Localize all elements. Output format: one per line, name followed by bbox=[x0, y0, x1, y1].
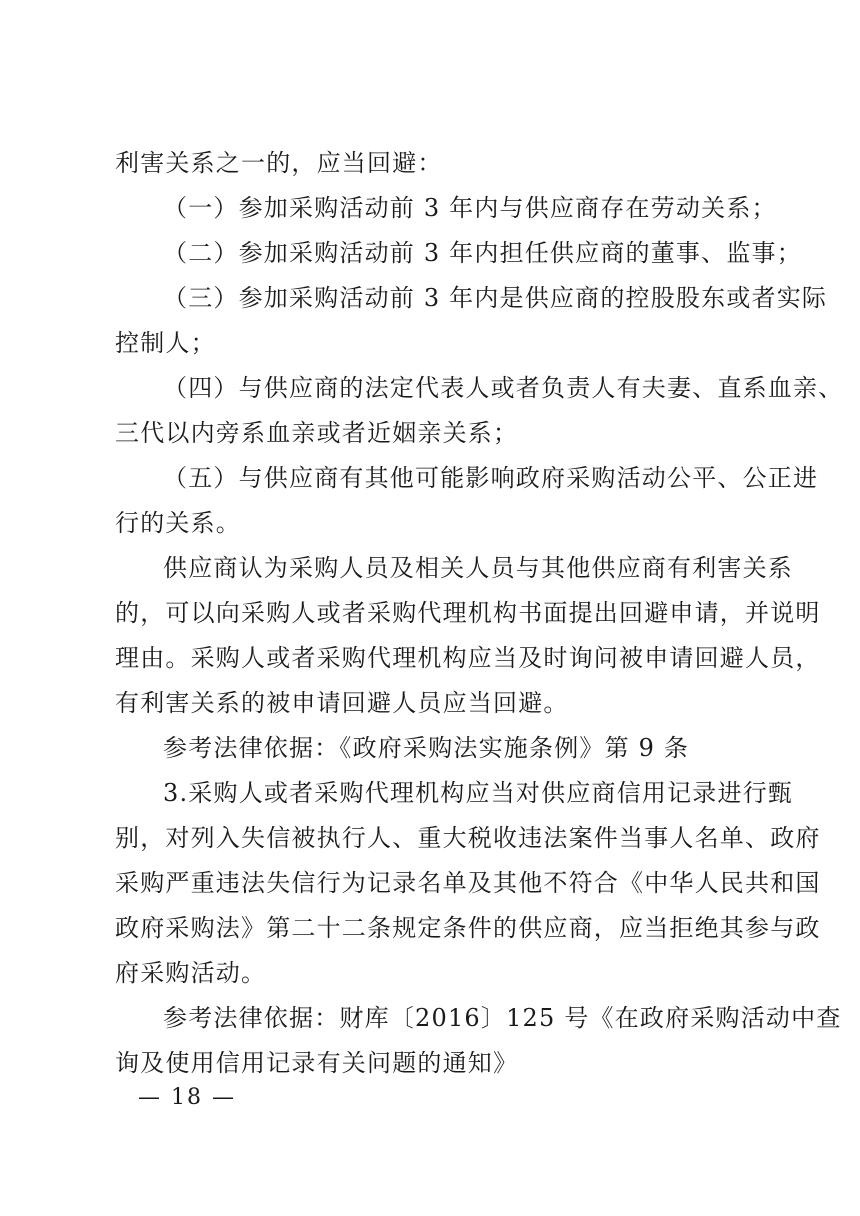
text-line-18: 政府采购法》第二十二条规定条件的供应商，应当拒绝其参与政 bbox=[115, 914, 821, 942]
page-number: — 18 — bbox=[138, 1085, 236, 1110]
text-line-8: （五）与供应商有其他可能影响政府采购活动公平、公正进 bbox=[163, 464, 819, 492]
text-line-12: 理由。采购人或者采购代理机构应当及时询问被申请回避人员， bbox=[115, 644, 821, 672]
text-line-19: 府采购活动。 bbox=[115, 959, 267, 987]
text-line-21: 询及使用信用记录有关问题的通知》 bbox=[115, 1049, 519, 1077]
text-line-11: 的，可以向采购人或者采购代理机构书面提出回避申请，并说明 bbox=[115, 599, 821, 627]
text-line-6: （四）与供应商的法定代表人或者负责人有夫妻、直系血亲、 bbox=[163, 374, 844, 402]
text-line-4: （三）参加采购活动前 3 年内是供应商的控股股东或者实际 bbox=[163, 284, 828, 312]
text-line-13: 有利害关系的被申请回避人员应当回避。 bbox=[115, 689, 569, 717]
text-line-7: 三代以内旁系血亲或者近姻亲关系； bbox=[115, 419, 519, 447]
text-line-9: 行的关系。 bbox=[115, 509, 241, 537]
text-line-17: 采购严重违法失信行为记录名单及其他不符合《中华人民共和国 bbox=[115, 869, 821, 897]
text-line-20: 参考法律依据：财库〔2016〕125 号《在政府采购活动中查 bbox=[163, 1004, 842, 1032]
text-line-5: 控制人； bbox=[115, 329, 216, 357]
text-line-3: （二）参加采购活动前 3 年内担任供应商的董事、监事； bbox=[163, 239, 802, 267]
text-line-15: 3.采购人或者采购代理机构应当对供应商信用记录进行甄 bbox=[163, 779, 794, 807]
text-line-2: （一）参加采购活动前 3 年内与供应商存在劳动关系； bbox=[163, 194, 777, 222]
text-line-16: 别，对列入失信被执行人、重大税收违法案件当事人名单、政府 bbox=[115, 824, 821, 852]
text-line-10: 供应商认为采购人员及相关人员与其他供应商有利害关系 bbox=[163, 554, 793, 582]
text-line-14: 参考法律依据：《政府采购法实施条例》第 9 条 bbox=[163, 734, 690, 762]
text-line-1: 利害关系之一的，应当回避： bbox=[115, 149, 443, 177]
